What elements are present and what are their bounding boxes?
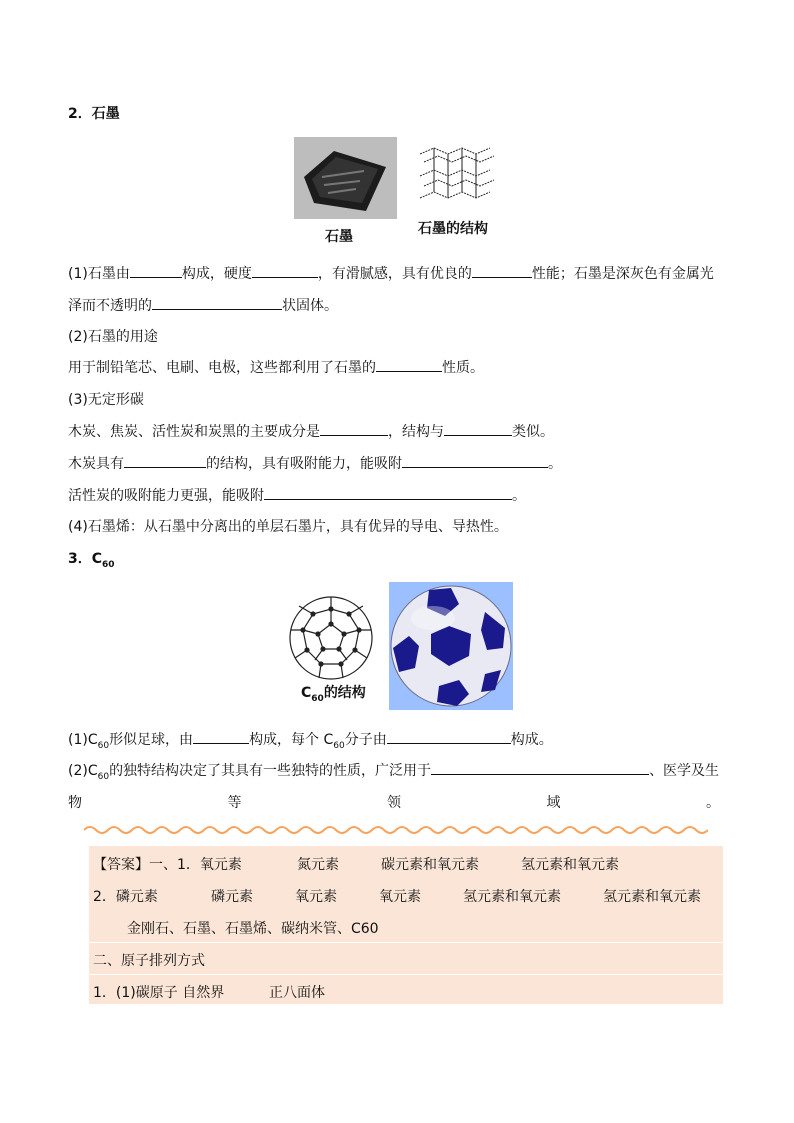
graphite-q1-line2: 泽而不透明的 状固体。: [68, 298, 338, 314]
c60-q1-line: $(1)C_{60}$形似足球，由 构成，每个 $C_{60}$分子由 构成。: [68, 732, 553, 751]
answer-blank[interactable]: [193, 731, 249, 744]
answer-box: [89, 846, 723, 1004]
answer-blank[interactable]: [252, 265, 318, 278]
answer-line-3: 金刚石、石墨、石墨烯、碳纳米管、C60: [127, 921, 379, 937]
graphite-structure-caption: 石墨的结构: [418, 221, 488, 237]
answer-blank[interactable]: [387, 731, 511, 744]
c60-structure-diagram: [283, 594, 379, 682]
answer-blank[interactable]: [124, 455, 206, 468]
answer-blank[interactable]: [376, 359, 442, 372]
graphite-q2-title: (2)石墨的用途: [68, 329, 158, 345]
answer-blank[interactable]: [472, 265, 532, 278]
graphite-photo: [294, 137, 397, 219]
section-2-heading: 2．石墨: [68, 106, 120, 122]
answer-blank[interactable]: [264, 487, 512, 500]
graphite-q1-line1: (1)石墨由 构成，硬度 ，有滑腻感，具有优良的 性能；石墨是深灰色有金属光: [68, 266, 714, 282]
answer-line-4: 二、原子排列方式: [93, 953, 205, 969]
c60-q2-line2: 物 等 领 域 。: [68, 795, 720, 811]
answer-blank[interactable]: [444, 423, 512, 436]
c60-q2-line1: $(2)C_{60}$的独特结构决定了其具有一些独特的性质，广泛用于 、医学及生: [68, 763, 720, 782]
answer-blank[interactable]: [130, 265, 182, 278]
answer-line-5: 1．(1)碳原子 自然界 正八面体: [93, 985, 325, 1001]
soccer-ball-image: [389, 582, 513, 710]
answer-blank[interactable]: [431, 762, 649, 775]
graphite-q3-line3: 活性炭的吸附能力更强，能吸附 。: [68, 488, 526, 504]
answer-line-1: 【答案】一、1．氧元素 氮元素 碳元素和氧元素 氢元素和氧元素: [93, 857, 619, 873]
answer-blank[interactable]: [152, 297, 282, 310]
graphite-q3-line2: 木炭具有 的结构，具有吸附能力，能吸附 。: [68, 456, 562, 472]
graphite-q3-line1: 木炭、焦炭、活性炭和炭黑的主要成分是 ，结构与 类似。: [68, 424, 554, 440]
graphite-photo-caption: 石墨: [325, 229, 353, 245]
answer-blank[interactable]: [402, 455, 548, 468]
graphite-q4-line: (4)石墨烯：从石墨中分离出的单层石墨片，具有优异的导电、导热性。: [68, 519, 508, 535]
answer-blank[interactable]: [320, 423, 388, 436]
section-3-heading: 3．$C_{60}$: [68, 551, 115, 570]
answer-line-2: 2．磷元素 磷元素 氧元素 氧元素 氢元素和氧元素 氢元素和氧元素: [93, 889, 701, 905]
graphite-structure-diagram: [414, 140, 498, 210]
graphite-q3-title: (3)无定形碳: [68, 392, 144, 408]
c60-structure-caption: $C_{60}$的结构: [301, 685, 366, 704]
wavy-divider: [84, 822, 708, 836]
graphite-q2-line: 用于制铅笔芯、电刷、电极，这些都利用了石墨的 性质。: [68, 360, 484, 376]
